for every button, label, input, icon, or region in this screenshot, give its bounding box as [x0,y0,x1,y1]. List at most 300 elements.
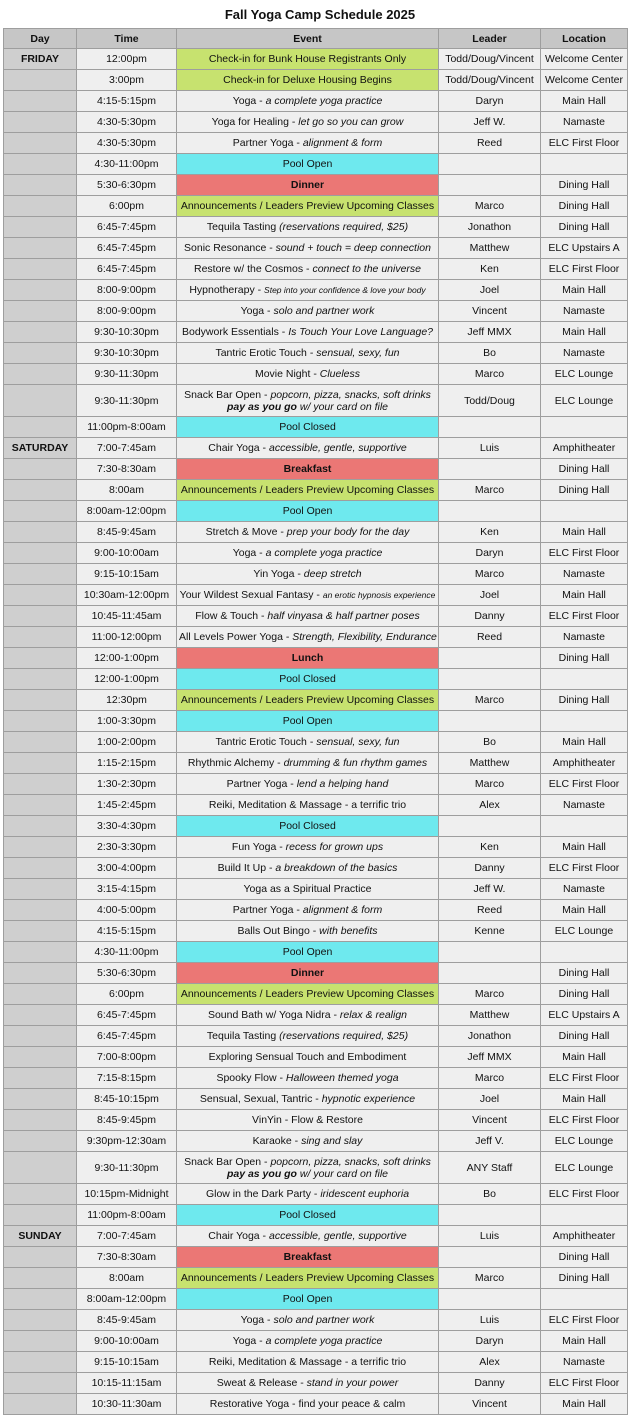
event-title: Announcements / Leaders Preview Upcoming Classes [180,694,435,706]
location-cell [541,1289,628,1310]
day-cell [4,837,77,858]
event-cell [177,648,439,669]
event-title: Yoga - [232,95,266,107]
time-cell: 7:30-8:30am [77,459,177,480]
table-row [4,669,628,690]
event-title: Yoga - [232,1335,266,1347]
day-cell [4,669,77,690]
day-cell [4,1352,77,1373]
day-cell [4,1394,77,1415]
table-row [4,795,628,816]
event-description: stand in your power [306,1377,399,1389]
table-row [4,1110,628,1131]
day-cell [4,753,77,774]
event-description: recess for grown ups [285,841,384,853]
time-cell: 11:00-12:00pm [77,627,177,648]
time-cell: 12:00pm [77,49,177,70]
leader-cell [439,154,541,175]
event-note [179,1168,436,1180]
day-cell [4,280,77,301]
location-cell: Namaste [541,795,628,816]
day-cell [4,133,77,154]
table-row [4,417,628,438]
location-cell: Namaste [541,1352,628,1373]
table-row [4,879,628,900]
event-title: Reiki, Meditation & Massage - a terrific trio [208,799,407,811]
time-cell: 4:30-5:30pm [77,133,177,154]
event-title: Restore w/ the Cosmos - [193,263,313,275]
event-title: Pool Closed [279,1209,336,1221]
event-description: solo and partner work [273,305,375,317]
event-cell [177,774,439,795]
location-cell: ELC First Floor [541,1068,628,1089]
leader-cell: Bo [439,1184,541,1205]
day-cell: FRIDAY [4,49,77,70]
event-description: Step into your confidence & love your body [264,285,426,295]
day-cell [4,1184,77,1205]
location-cell: ELC Lounge [541,1152,628,1184]
event-cell [177,690,439,711]
event-title: Glow in the Dark Party - [205,1188,321,1200]
event-description: sensual, sexy, fun [316,347,400,359]
time-cell: 9:15-10:15am [77,1352,177,1373]
header-time: Time [77,29,177,49]
time-cell: 12:00-1:00pm [77,648,177,669]
table-row [4,1226,628,1247]
time-cell: 9:30-10:30pm [77,322,177,343]
location-cell: Dining Hall [541,648,628,669]
leader-cell: Bo [439,732,541,753]
table-row [4,606,628,627]
event-title: Flow & Touch - [195,610,268,622]
time-cell: 9:00-10:00am [77,1331,177,1352]
event-title: Sonic Resonance - [184,242,276,254]
event-description: a complete yoga practice [265,547,383,559]
time-cell: 11:00pm-8:00am [77,417,177,438]
table-row [4,1026,628,1047]
event-cell [177,480,439,501]
event-cell [177,322,439,343]
location-cell: Main Hall [541,732,628,753]
leader-cell [439,1247,541,1268]
event-cell [177,1373,439,1394]
table-row [4,1289,628,1310]
location-cell [541,501,628,522]
time-cell: 6:45-7:45pm [77,259,177,280]
event-title: Partner Yoga - [226,778,297,790]
leader-cell: Marco [439,480,541,501]
day-cell [4,1026,77,1047]
day-cell [4,963,77,984]
location-cell: Namaste [541,879,628,900]
table-row [4,49,628,70]
time-cell: 10:30-11:30am [77,1394,177,1415]
location-cell: Amphitheater [541,753,628,774]
day-cell [4,70,77,91]
table-row [4,1394,628,1415]
event-title: Partner Yoga - [232,904,303,916]
day-cell [4,1005,77,1026]
day-cell [4,1152,77,1184]
table-row [4,238,628,259]
event-cell [177,942,439,963]
day-cell [4,1110,77,1131]
event-cell [177,112,439,133]
leader-cell: Reed [439,133,541,154]
leader-cell: Danny [439,1373,541,1394]
table-row [4,543,628,564]
location-cell: ELC First Floor [541,1310,628,1331]
event-title: Karaoke - [252,1135,302,1147]
day-cell [4,543,77,564]
time-cell: 4:30-11:00pm [77,942,177,963]
event-cell [177,1394,439,1415]
event-description: solo and partner work [273,1314,375,1326]
event-cell [177,1089,439,1110]
leader-cell [439,669,541,690]
table-row [4,774,628,795]
event-cell [177,921,439,942]
table-row [4,1005,628,1026]
leader-cell [439,711,541,732]
time-cell: 5:30-6:30pm [77,963,177,984]
leader-cell: Jeff MMX [439,1047,541,1068]
event-title: Tantric Erotic Touch - [215,347,317,359]
time-cell: 9:00-10:00am [77,543,177,564]
day-cell [4,1089,77,1110]
event-cell [177,133,439,154]
location-cell: ELC First Floor [541,1373,628,1394]
location-cell: Main Hall [541,585,628,606]
table-row [4,1131,628,1152]
event-title: Check-in for Bunk House Registrants Only [208,53,407,65]
leader-cell: Vincent [439,1110,541,1131]
event-title: Pool Closed [279,820,336,832]
leader-cell: Jonathon [439,217,541,238]
table-row [4,921,628,942]
day-cell [4,343,77,364]
table-row [4,175,628,196]
event-description: Is Touch Your Love Language? [288,326,433,338]
event-description: (reservations required, $25) [279,221,409,233]
event-cell [177,522,439,543]
leader-cell [439,1205,541,1226]
time-cell: 7:30-8:30am [77,1247,177,1268]
event-cell [177,1289,439,1310]
event-cell [177,1068,439,1089]
day-cell [4,1247,77,1268]
location-cell: ELC First Floor [541,606,628,627]
table-row [4,837,628,858]
time-cell: 6:45-7:45pm [77,1005,177,1026]
location-cell: ELC Lounge [541,1131,628,1152]
leader-cell: Marco [439,196,541,217]
location-cell: ELC First Floor [541,774,628,795]
event-description: lend a helping hand [296,778,389,790]
time-cell: 1:00-2:00pm [77,732,177,753]
table-row [4,690,628,711]
event-title: Pool Open [282,1293,333,1305]
leader-cell: Reed [439,627,541,648]
time-cell: 8:45-9:45am [77,522,177,543]
time-cell: 8:00am-12:00pm [77,1289,177,1310]
leader-cell: Jeff MMX [439,322,541,343]
leader-cell: Luis [439,438,541,459]
event-cell [177,900,439,921]
leader-cell: Joel [439,280,541,301]
location-cell: Main Hall [541,900,628,921]
event-title: Stretch & Move - [205,526,287,538]
event-cell [177,1268,439,1289]
day-cell [4,385,77,417]
location-cell: Main Hall [541,1089,628,1110]
table-row [4,438,628,459]
event-title: Pool Open [282,946,333,958]
location-cell: Dining Hall [541,217,628,238]
table-row [4,501,628,522]
time-cell: 6:45-7:45pm [77,238,177,259]
table-row [4,133,628,154]
time-cell: 8:00am-12:00pm [77,501,177,522]
time-cell: 6:45-7:45pm [77,1026,177,1047]
event-cell [177,1005,439,1026]
location-cell: ELC Lounge [541,385,628,417]
leader-cell: Alex [439,1352,541,1373]
day-cell [4,238,77,259]
time-cell: 5:30-6:30pm [77,175,177,196]
event-cell [177,669,439,690]
day-cell: SATURDAY [4,438,77,459]
time-cell: 8:00-9:00pm [77,280,177,301]
time-cell: 10:30am-12:00pm [77,585,177,606]
event-description: connect to the universe [312,263,422,275]
time-cell: 8:00-9:00pm [77,301,177,322]
time-cell: 3:00pm [77,70,177,91]
table-row [4,1247,628,1268]
leader-cell: Ken [439,837,541,858]
event-title: Pool Open [282,158,333,170]
leader-cell: Todd/Doug/Vincent [439,49,541,70]
day-cell [4,648,77,669]
event-description: half vinyasa & half partner poses [267,610,420,622]
location-cell: Amphitheater [541,438,628,459]
event-description: with benefits [319,925,378,937]
event-title: Tequila Tasting [206,221,280,233]
location-cell: ELC Upstairs A [541,238,628,259]
day-cell [4,501,77,522]
day-cell [4,921,77,942]
day-cell [4,1205,77,1226]
location-cell: ELC Lounge [541,921,628,942]
leader-cell [439,459,541,480]
event-description: deep stretch [303,568,362,580]
day-cell [4,942,77,963]
event-description: drumming & fun rhythm games [283,757,428,769]
leader-cell [439,1289,541,1310]
event-description: iridescent euphoria [320,1188,410,1200]
leader-cell: Vincent [439,1394,541,1415]
location-cell: Dining Hall [541,480,628,501]
event-title: Restorative Yoga - find your peace & calm [209,1398,406,1410]
event-title: Partner Yoga - [232,137,303,149]
event-cell [177,343,439,364]
event-description: sing and slay [301,1135,363,1147]
event-cell [177,459,439,480]
leader-cell: Reed [439,900,541,921]
location-cell: Main Hall [541,322,628,343]
event-cell [177,564,439,585]
event-description: Halloween themed yoga [285,1072,399,1084]
location-cell: ELC First Floor [541,1184,628,1205]
location-cell: Dining Hall [541,1026,628,1047]
table-row [4,301,628,322]
table-row [4,70,628,91]
table-row [4,732,628,753]
event-description: a breakdown of the basics [275,862,398,874]
location-cell: Namaste [541,112,628,133]
day-cell [4,1268,77,1289]
time-cell: 4:15-5:15pm [77,921,177,942]
event-description: a complete yoga practice [265,95,383,107]
leader-cell: Marco [439,774,541,795]
event-note [179,401,436,413]
event-cell [177,984,439,1005]
leader-cell: Ken [439,259,541,280]
event-cell [177,438,439,459]
event-cell [177,259,439,280]
day-cell: SUNDAY [4,1226,77,1247]
time-cell: 3:15-4:15pm [77,879,177,900]
leader-cell: Marco [439,1068,541,1089]
event-title: Snack Bar Open - [184,1155,271,1168]
table-row [4,522,628,543]
event-cell [177,1110,439,1131]
time-cell: 10:15pm-Midnight [77,1184,177,1205]
location-cell: Dining Hall [541,1268,628,1289]
location-cell: Namaste [541,564,628,585]
event-title: Rhythmic Alchemy - [187,757,284,769]
time-cell: 10:45-11:45am [77,606,177,627]
leader-cell: Daryn [439,1331,541,1352]
leader-cell: Jeff W. [439,879,541,900]
day-cell [4,1310,77,1331]
event-cell [177,543,439,564]
location-cell [541,669,628,690]
location-cell [541,154,628,175]
event-title: Yoga - [240,1314,274,1326]
event-title: Fun Yoga - [231,841,286,853]
event-cell [177,238,439,259]
event-title: Your Wildest Sexual Fantasy - [179,589,323,601]
leader-cell: Jeff W. [439,112,541,133]
table-row [4,259,628,280]
location-cell: ELC First Floor [541,858,628,879]
event-description: let go so you can grow [298,116,404,128]
location-cell: ELC First Floor [541,543,628,564]
table-row [4,1047,628,1068]
day-cell [4,774,77,795]
table-row [4,480,628,501]
day-cell [4,1047,77,1068]
event-title: All Levels Power Yoga - [179,631,293,643]
day-cell [4,196,77,217]
table-row [4,816,628,837]
event-cell [177,1205,439,1226]
event-cell [177,963,439,984]
table-row [4,91,628,112]
day-cell [4,690,77,711]
time-cell: 4:30-5:30pm [77,112,177,133]
time-cell: 8:45-9:45am [77,1310,177,1331]
location-cell: Main Hall [541,91,628,112]
location-cell: Main Hall [541,280,628,301]
location-cell [541,417,628,438]
leader-cell: Jeff V. [439,1131,541,1152]
table-row [4,1373,628,1394]
location-cell: ELC Upstairs A [541,1005,628,1026]
day-cell [4,301,77,322]
time-cell: 7:00-8:00pm [77,1047,177,1068]
time-cell: 4:00-5:00pm [77,900,177,921]
location-cell: ELC First Floor [541,1110,628,1131]
event-cell [177,70,439,91]
event-description: popcorn, pizza, snacks, soft drinks [270,388,431,401]
leader-cell: Kenne [439,921,541,942]
leader-cell [439,963,541,984]
event-title: Check-in for Deluxe Housing Begins [223,74,392,86]
location-cell [541,816,628,837]
location-cell: Dining Hall [541,690,628,711]
time-cell: 11:00pm-8:00am [77,1205,177,1226]
event-cell [177,217,439,238]
event-cell [177,1152,439,1184]
event-description: sound + touch = deep connection [275,242,431,254]
table-row [4,1352,628,1373]
event-title: Lunch [291,652,324,664]
table-row [4,942,628,963]
event-title: Yoga - [240,305,274,317]
table-row [4,343,628,364]
event-title: Spooky Flow - [216,1072,286,1084]
day-cell [4,175,77,196]
event-title: Tequila Tasting [206,1030,280,1042]
event-title: Balls Out Bingo - [237,925,320,937]
time-cell: 9:30pm-12:30am [77,1131,177,1152]
time-cell: 7:00-7:45am [77,438,177,459]
day-cell [4,259,77,280]
event-title: Chair Yoga - [208,1230,269,1242]
time-cell: 9:30-11:30pm [77,385,177,417]
leader-cell: ANY Staff [439,1152,541,1184]
table-row [4,585,628,606]
event-cell [177,1331,439,1352]
day-cell [4,154,77,175]
leader-cell: Ken [439,522,541,543]
leader-cell: Marco [439,984,541,1005]
location-cell: Dining Hall [541,196,628,217]
table-row [4,711,628,732]
event-description: relax & realign [339,1009,408,1021]
location-cell: Namaste [541,343,628,364]
event-description: popcorn, pizza, snacks, soft drinks [270,1155,431,1168]
time-cell: 6:45-7:45pm [77,217,177,238]
location-cell: Main Hall [541,837,628,858]
event-cell [177,91,439,112]
time-cell: 2:30-3:30pm [77,837,177,858]
leader-cell: Matthew [439,1005,541,1026]
event-cell [177,417,439,438]
leader-cell: Joel [439,1089,541,1110]
